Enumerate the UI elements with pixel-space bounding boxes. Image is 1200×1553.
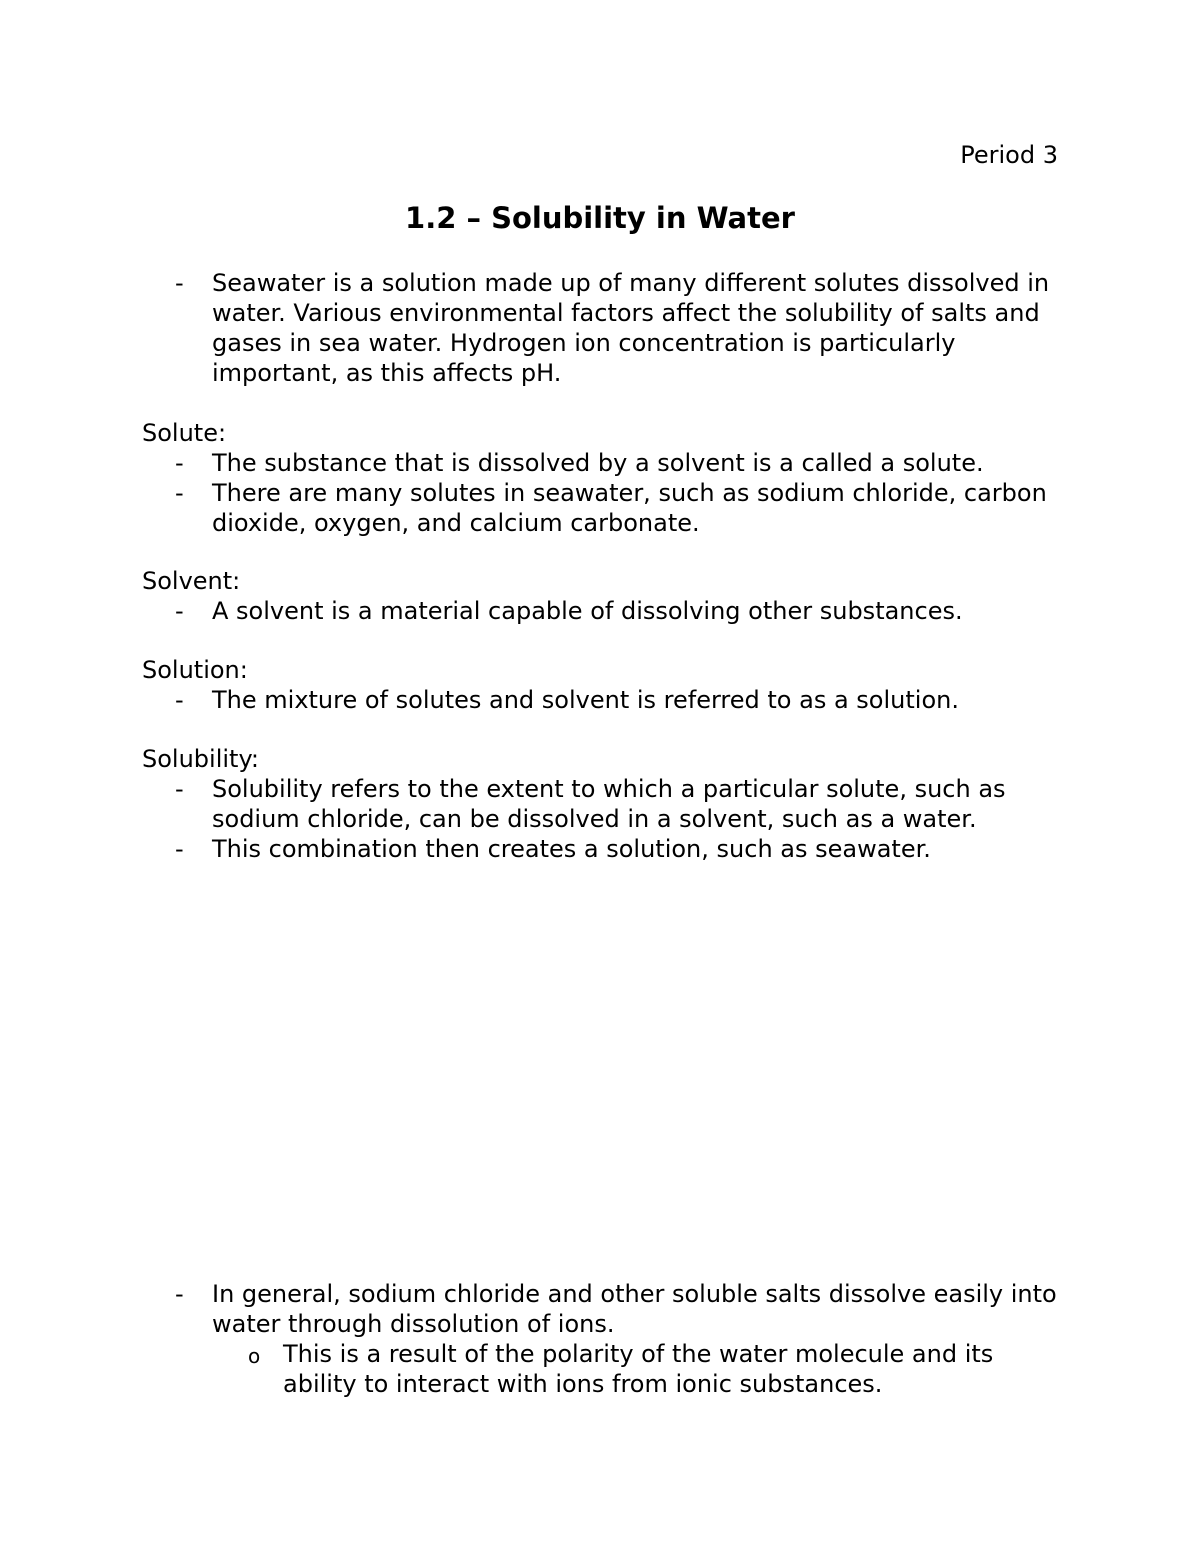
list-item bbox=[142, 685, 1072, 715]
dash-bullet: - bbox=[175, 835, 184, 863]
page-title: 1.2 – Solubility in Water bbox=[405, 201, 795, 235]
section-heading: Solution: bbox=[142, 656, 248, 684]
list-item-text: This combination then creates a solution, such as seawater. bbox=[212, 835, 931, 863]
list-item-text: The substance that is dissolved by a solvent is a called a solute. bbox=[212, 449, 984, 477]
list-item bbox=[142, 834, 1072, 864]
list-item bbox=[142, 596, 1072, 626]
dash-bullet: - bbox=[175, 686, 184, 714]
solution-list bbox=[142, 685, 1072, 715]
section-heading: Solvent: bbox=[142, 567, 241, 595]
section-heading: Solubility: bbox=[142, 745, 259, 773]
dash-bullet: - bbox=[175, 597, 184, 625]
sub-list-item-text: This is a result of the polarity of the water molecule and its ability to interact with ions from ionic substances. bbox=[283, 1340, 994, 1398]
list-item bbox=[142, 268, 1072, 388]
dissolution-list bbox=[142, 1279, 1072, 1399]
list-item-text: Solubility refers to the extent to which a particular solute, such as sodium chloride, can be dissolved in a solvent, such as a water. bbox=[212, 775, 1006, 833]
dash-bullet: - bbox=[175, 269, 184, 297]
solute-section bbox=[142, 418, 1072, 538]
section-heading: Solute: bbox=[142, 419, 227, 447]
dash-bullet: - bbox=[175, 1280, 184, 1308]
solution-section bbox=[142, 655, 1072, 715]
intro-section bbox=[142, 268, 1072, 388]
list-item-text: There are many solutes in seawater, such as sodium chloride, carbon dioxide, oxygen, and calcium carbonate. bbox=[212, 479, 1047, 537]
dash-bullet: - bbox=[175, 449, 184, 477]
list-item-text: A solvent is a material capable of dissolving other substances. bbox=[212, 597, 963, 625]
solvent-section bbox=[142, 566, 1072, 626]
period-label: Period 3 bbox=[960, 141, 1058, 169]
dash-bullet: - bbox=[175, 775, 184, 803]
circle-bullet: o bbox=[248, 1344, 261, 1368]
intro-list bbox=[142, 268, 1072, 388]
list-item-text: The mixture of solutes and solvent is referred to as a solution. bbox=[212, 686, 959, 714]
sub-list bbox=[212, 1339, 1072, 1399]
sub-list-item bbox=[212, 1339, 1072, 1399]
dissolution-section bbox=[142, 1279, 1072, 1399]
dash-bullet: - bbox=[175, 479, 184, 507]
list-item-text: In general, sodium chloride and other soluble salts dissolve easily into water through dissolution of ions. bbox=[212, 1280, 1057, 1338]
solvent-list bbox=[142, 596, 1072, 626]
list-item bbox=[142, 448, 1072, 478]
solubility-list bbox=[142, 774, 1072, 864]
solubility-section bbox=[142, 744, 1072, 864]
list-item bbox=[142, 774, 1072, 834]
list-item bbox=[142, 478, 1072, 538]
list-item bbox=[142, 1279, 1072, 1399]
list-item-text: Seawater is a solution made up of many different solutes dissolved in water. Various environmental factors affect the solubility of salts and gases in sea water. Hydrogen ion concentration is particularly important, as this affects pH. bbox=[212, 269, 1050, 387]
solute-list bbox=[142, 448, 1072, 538]
